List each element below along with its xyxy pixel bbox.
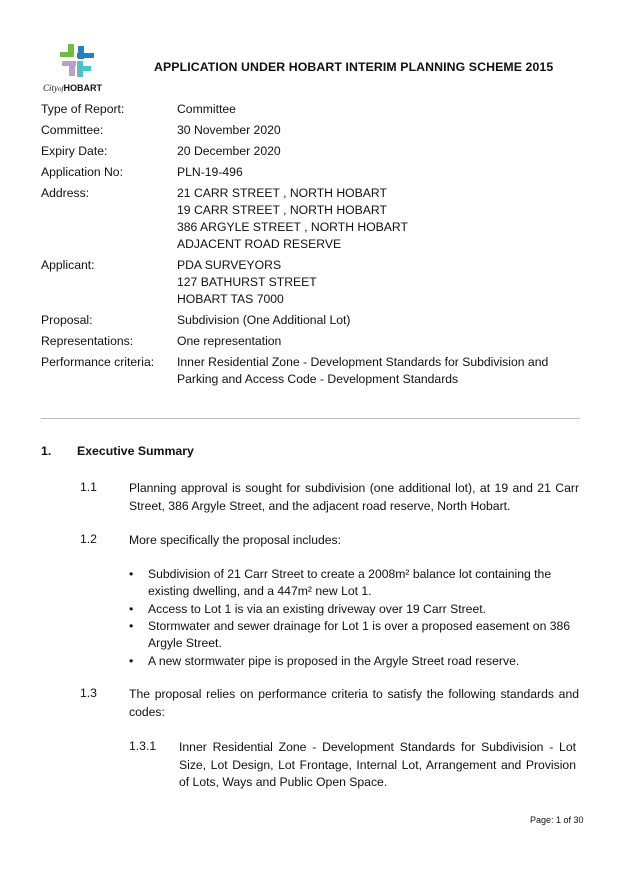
page-number: Page: 1 of 30 [530,815,584,825]
detail-label: Application No: [41,165,123,179]
detail-value [177,312,581,329]
paragraph-number: 1.2 [80,532,97,546]
detail-value-line: PLN-19-496 [177,165,243,179]
detail-row [41,122,581,139]
detail-row [41,185,581,253]
detail-row [41,257,581,308]
detail-value-line: Committee [177,102,236,116]
list-item: • Subdivision of 21 Carr Street to create a 2008m² balance lot containing the existing dwelling, and a 447m² new Lot 1. [129,566,579,600]
detail-value [177,164,581,181]
detail-value-line: HOBART TAS 7000 [177,292,284,306]
detail-value [177,333,581,350]
detail-value-line: Inner Residential Zone - Development Standards for Subdivision and [177,355,549,369]
logo-wordmark: CityofHOBART [43,83,102,93]
paragraph-text: Planning approval is sought for subdivision (one additional lot), at 19 and 21 Carr Street, 386 Argyle Street, and the adjacent road reserve, North Hobart. [129,481,579,513]
detail-value-line: Subdivision (One Additional Lot) [177,313,351,327]
detail-value-line: 386 ARGYLE STREET , NORTH HOBART [177,220,408,234]
paragraph-number: 1.1 [80,480,97,494]
city-of-hobart-logo [40,44,120,96]
detail-value [177,354,581,388]
hobart-emblem-icon [60,44,94,78]
detail-value-line: ADJACENT ROAD RESERVE [177,237,342,251]
detail-row [41,101,581,118]
detail-label: Representations: [41,334,134,348]
detail-label: Expiry Date: [41,144,108,158]
detail-value [177,257,581,308]
detail-row [41,312,581,329]
subitem-number: 1.3.1 [129,739,157,753]
paragraph-text: More specifically the proposal includes: [129,533,342,547]
detail-label: Performance criteria: [41,355,155,369]
detail-value-line: One representation [177,334,282,348]
proposal-bullet-list [129,566,579,670]
list-item: • Access to Lot 1 is via an existing driveway over 19 Carr Street. [129,601,579,618]
detail-row [41,354,581,388]
section-heading [41,444,194,458]
detail-value-line: 19 CARR STREET , NORTH HOBART [177,203,387,217]
detail-label: Applicant: [41,258,95,272]
detail-value-line: 21 CARR STREET , NORTH HOBART [177,186,387,200]
detail-value [177,185,581,253]
section-title: Executive Summary [77,444,194,458]
detail-row [41,333,581,350]
section-number: 1. [41,444,52,458]
detail-value-line: 30 November 2020 [177,123,281,137]
detail-value [177,143,581,160]
section-divider [41,418,580,419]
detail-label: Address: [41,186,90,200]
paragraph-text: The proposal relies on performance criteria to satisfy the following standards and codes: [129,687,579,719]
detail-row [41,143,581,160]
subitem-text: Inner Residential Zone - Development Standards for Subdivision - Lot Size, Lot Design, Lot Frontage, Internal Lot, Arrangement and Provision of Lots, Ways and Public Open Space. [179,740,576,789]
report-details [41,101,581,392]
list-item: • Stormwater and sewer drainage for Lot 1 is over a proposed easement on 386 Argyle Street. [129,618,579,652]
list-item: • A new stormwater pipe is proposed in the Argyle Street road reserve. [129,653,579,670]
detail-value-line: PDA SURVEYORS [177,258,282,272]
detail-value-line: 127 BATHURST STREET [177,275,317,289]
detail-value-line: Parking and Access Code - Development Standards [177,372,459,386]
detail-label: Type of Report: [41,102,125,116]
detail-value [177,122,581,139]
detail-value [177,101,581,118]
paragraph-number: 1.3 [80,686,97,700]
detail-row [41,164,581,181]
detail-value-line: 20 December 2020 [177,144,281,158]
document-title: APPLICATION UNDER HOBART INTERIM PLANNING SCHEME 2015 [154,60,554,74]
detail-label: Committee: [41,123,104,137]
detail-label: Proposal: [41,313,93,327]
